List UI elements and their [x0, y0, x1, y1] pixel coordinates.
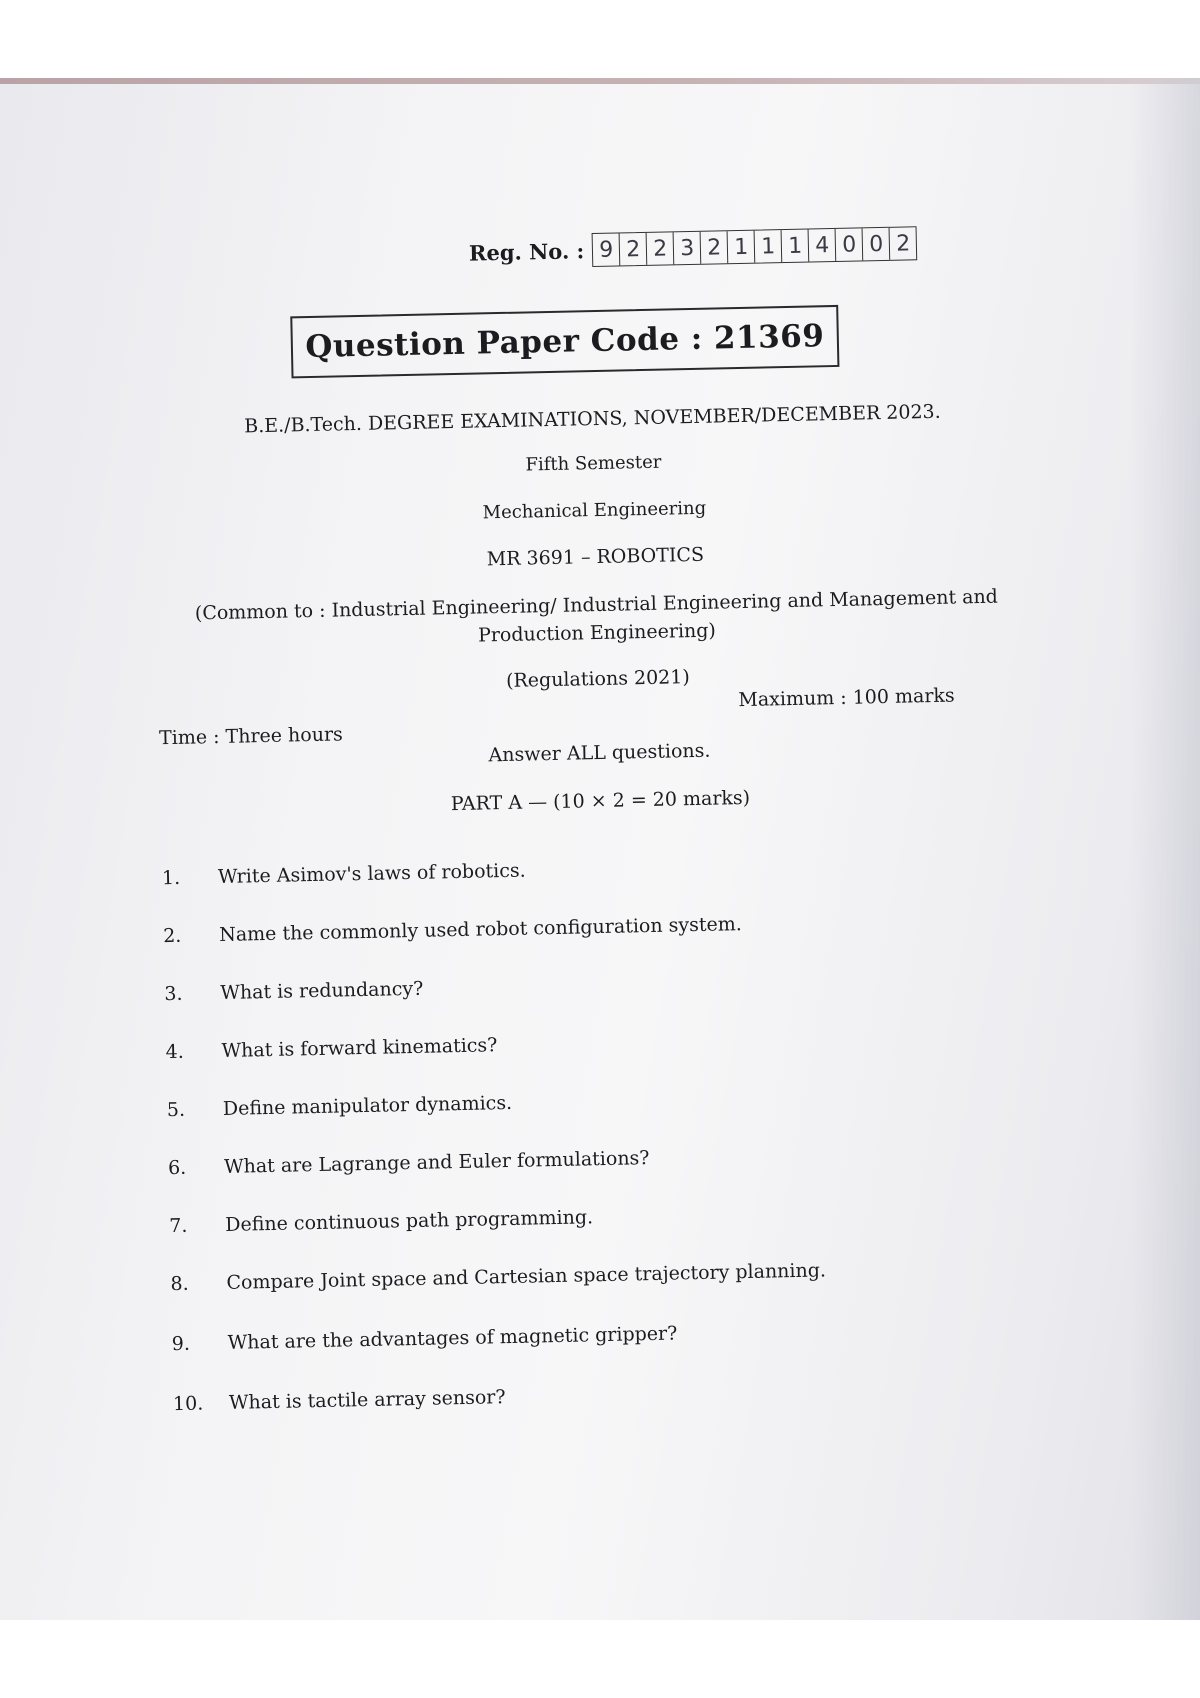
reg-no-digit: 0	[836, 228, 864, 261]
question-text: Compare Joint space and Cartesian space trajectory planning.	[226, 1259, 827, 1294]
maximum-marks: Maximum : 100 marks	[738, 684, 955, 712]
regulations: (Regulations 2021)	[505, 666, 690, 692]
department: Mechanical Engineering	[482, 497, 707, 524]
question-item	[164, 978, 423, 1005]
question-item	[167, 1092, 513, 1121]
reg-no-digit: 1	[782, 230, 810, 263]
semester: Fifth Semester	[525, 451, 662, 476]
question-text: Write Asimov's laws of robotics.	[217, 859, 526, 889]
reg-no-digit: 4	[809, 229, 837, 262]
question-item	[170, 1259, 826, 1295]
question-number: 6.	[167, 1156, 187, 1180]
question-number: 4.	[165, 1040, 185, 1064]
question-item	[165, 1034, 497, 1063]
common-to-line-1: (Common to : Industrial Engineering/ Industrial Engineering and Management and	[194, 585, 999, 625]
question-number: 1.	[161, 866, 181, 890]
paper-content	[0, 78, 1200, 1620]
reg-no-digit: 2	[701, 231, 729, 264]
exam-title: B.E./B.Tech. DEGREE EXAMINATIONS, NOVEMBER/DECEMBER 2023.	[244, 400, 941, 438]
reg-no-digit: 2	[895, 230, 911, 257]
question-number: 2.	[162, 924, 182, 948]
question-text: Define continuous path programming.	[225, 1206, 594, 1236]
exam-duration: Time : Three hours	[158, 723, 344, 750]
reg-no-digit: 1	[755, 230, 783, 263]
question-number: 5.	[166, 1098, 186, 1122]
question-text: What are Lagrange and Euler formulations?	[223, 1147, 650, 1178]
reg-no-digit: 2	[620, 233, 648, 266]
question-text: What is redundancy?	[220, 977, 424, 1004]
question-text: Define manipulator dynamics.	[222, 1091, 513, 1120]
reg-no-digit: 1	[728, 231, 756, 264]
reg-no-digit: 0	[863, 228, 891, 261]
question-item	[172, 1323, 678, 1356]
common-to-line-2: Production Engineering)	[477, 619, 717, 647]
question-item	[163, 913, 742, 947]
question-text: Name the commonly used robot configuration system.	[218, 913, 743, 947]
question-text: What is forward kinematics?	[221, 1034, 498, 1062]
reg-no-digit: 3	[674, 232, 702, 265]
question-number: 7.	[169, 1214, 188, 1238]
question-item	[173, 1386, 506, 1415]
question-number: 10.	[172, 1392, 204, 1416]
reg-no-digit: 9	[593, 233, 621, 266]
instruction: Answer ALL questions.	[488, 739, 711, 767]
reg-no-field	[469, 219, 1010, 274]
question-text: What is tactile array sensor?	[228, 1386, 506, 1414]
question-text: What are the advantages of magnetic gripper?	[227, 1322, 678, 1354]
reg-no-label: Reg. No. :	[468, 237, 585, 266]
question-item	[168, 1147, 650, 1179]
question-item	[162, 860, 526, 890]
question-item	[169, 1206, 593, 1237]
question-number: 8.	[170, 1272, 189, 1296]
subject-title: MR 3691 – ROBOTICS	[486, 543, 705, 571]
exam-paper-sheet	[0, 78, 1200, 1620]
reg-no-boxes	[592, 226, 918, 267]
question-number: 3.	[164, 982, 183, 1006]
question-number: 9.	[171, 1332, 191, 1356]
part-a-heading: PART A — (10 × 2 = 20 marks)	[450, 786, 751, 816]
question-paper-code: Question Paper Code : 21369	[290, 305, 839, 378]
reg-no-digit: 2	[647, 232, 675, 265]
